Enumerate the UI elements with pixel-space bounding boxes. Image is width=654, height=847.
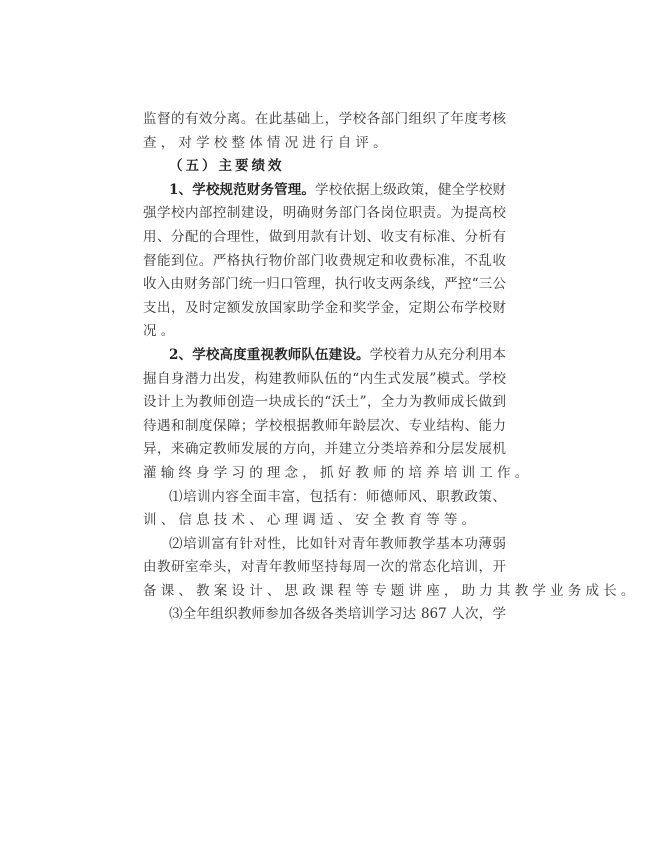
paragraph-line: 待遇和制度保障；学校根据教师年龄层次、专业结构、能力 xyxy=(143,417,506,434)
paragraph-line: ⑶全年组织教师参加各级各类培训学习达 867 人次，学 xyxy=(169,606,506,623)
paragraph-line: 异，来确定教师发展的方向，并建立分类培养和分层发展机 xyxy=(143,441,506,458)
paragraph-line: 支出，及时定额发放国家助学金和奖学金，定期公布学校财 xyxy=(143,299,506,316)
paragraph-line: 掘自身潜力出发，构建教师队伍的“内生式发展”模式。学校 xyxy=(143,370,506,387)
paragraph-line: ⑵培训富有针对性，比如针对青年教师教学基本功薄弱 xyxy=(169,535,506,552)
document-body xyxy=(143,108,639,627)
paragraph-line: 灌输终身学习的理念，抓好教师的培养培训工作。 xyxy=(143,464,533,481)
paragraph-text: 学校依据上级政策，健全学校财 xyxy=(315,181,506,198)
paragraph-line: 监督的有效分离。在此基础上，学校各部门组织了年度考核 xyxy=(143,111,506,127)
paragraph-line: 由教研室牵头，对青年教师坚持每周一次的常态化培训，开 xyxy=(143,559,506,576)
paragraph-line: 备课、教案设计、思政课程等专题讲座，助力其教学业务成长。 xyxy=(143,582,639,599)
paragraph-line: 设计上为教师创造一块成长的“沃土”，全力为教师成长做到 xyxy=(143,394,506,411)
section-heading: （五）主要绩效 xyxy=(169,158,285,175)
paragraph-line xyxy=(143,179,506,203)
paragraph-line: 训、信息技术、心理调适、安全教育等等。 xyxy=(143,512,480,529)
paragraph-lead: 1、学校规范财务管理。 xyxy=(169,181,316,198)
paragraph-line xyxy=(143,344,506,368)
paragraph-line: 用、分配的合理性，做到用款有计划、收支有标准、分析有 xyxy=(143,228,506,245)
paragraph-line: 查，对学校整体情况进行自评。 xyxy=(143,134,391,151)
paragraph-lead: 2、学校高度重视教师队伍建设。 xyxy=(169,346,370,363)
paragraph-line: 强学校内部控制建设，明确财务部门各岗位职责。为提高校 xyxy=(143,205,506,222)
paragraph-line: 况。 xyxy=(143,323,179,340)
paragraph-text: 学校着力从充分利用本 xyxy=(369,346,506,363)
paragraph-line: 督能到位。严格执行物价部门收费规定和收费标准，不乱收 xyxy=(143,252,506,269)
paragraph-line: ⑴培训内容全面丰富，包括有：师德师风、职教政策、 xyxy=(169,488,506,505)
paragraph-line: 收入由财务部门统一归口管理，执行收支两条线，严控“三公 xyxy=(143,276,506,293)
